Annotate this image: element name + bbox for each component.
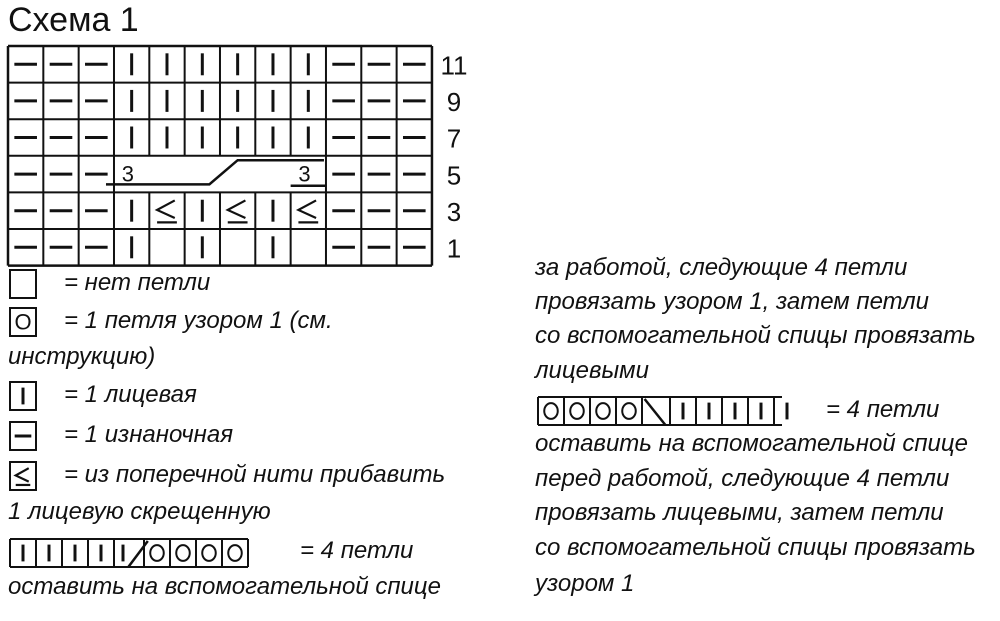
- circle-symbol: [596, 403, 610, 419]
- legend-increase-line2: 1 лицевую скрещенную: [8, 498, 271, 525]
- circle-symbol: [622, 403, 636, 419]
- right-line4: лицевыми: [535, 357, 649, 384]
- chart-row: [14, 234, 461, 264]
- cable-label-left: 3: [121, 161, 135, 187]
- increase-symbol: [157, 200, 175, 218]
- legend-cable-left-eq: = 4 петли: [300, 537, 414, 564]
- right-line1: за работой, следующие 4 петли: [535, 254, 908, 281]
- cable-crossing: [106, 160, 326, 186]
- row-number: 1: [446, 233, 462, 264]
- right-line7: провязать лицевыми, затем петли: [535, 499, 944, 526]
- increase-symbol: [298, 200, 316, 218]
- row-number: 5: [446, 160, 462, 191]
- chart-row: [14, 197, 461, 227]
- legend-pattern1-symbol: O: [14, 309, 32, 335]
- chart-grid: [8, 46, 467, 266]
- legend-knit: = 1 лицевая: [64, 381, 197, 408]
- legend-cable-left-line1: оставить на вспомогательной спице: [8, 573, 441, 600]
- legend-cable-left-strip: [10, 539, 248, 567]
- row-number: 11: [440, 50, 468, 81]
- circle-symbol: [202, 545, 216, 561]
- legend-cable-right-strip: [538, 397, 787, 425]
- circle-symbol: [150, 545, 164, 561]
- row-number: 9: [446, 87, 462, 118]
- row-number: 7: [446, 123, 462, 154]
- right-line6: перед работой, следующие 4 петли: [535, 465, 950, 492]
- chart-row: [14, 51, 467, 81]
- circle-symbol: [570, 403, 584, 419]
- row-number: 3: [446, 196, 462, 227]
- right-line2: провязать узором 1, затем петли: [535, 288, 930, 315]
- cable-label-right: 3: [298, 161, 311, 187]
- right-line8: со вспомогательной спицы провязать: [535, 534, 976, 561]
- right-line9: узором 1: [535, 570, 635, 597]
- legend-pattern1-line1: = 1 петля узором 1 (см.: [64, 307, 333, 334]
- chart-row: [14, 160, 461, 190]
- increase-symbol: [16, 468, 29, 481]
- circle-symbol: [176, 545, 190, 561]
- legend-pattern1-line2: инструкцию): [8, 343, 156, 370]
- legend-no-stitch-box: [10, 270, 36, 298]
- cable-line: [106, 160, 324, 187]
- right-line3: со вспомогательной спицы провязать: [535, 322, 976, 349]
- increase-symbol: [228, 200, 246, 218]
- chart-row: [14, 87, 461, 117]
- circle-symbol: [544, 403, 558, 419]
- legend-no-stitch: = нет петли: [64, 269, 211, 296]
- right-cable-eq: = 4 петли: [826, 396, 940, 423]
- right-line5: оставить на вспомогательной спице: [535, 430, 968, 457]
- cable-backslash: [645, 399, 666, 425]
- legend-purl: = 1 изнаночная: [64, 421, 234, 448]
- chart-title: Схема 1: [8, 1, 139, 39]
- circle-symbol: [228, 545, 242, 561]
- legend-increase-line1: = из поперечной нити прибавить: [64, 461, 446, 488]
- chart-row: [14, 124, 461, 154]
